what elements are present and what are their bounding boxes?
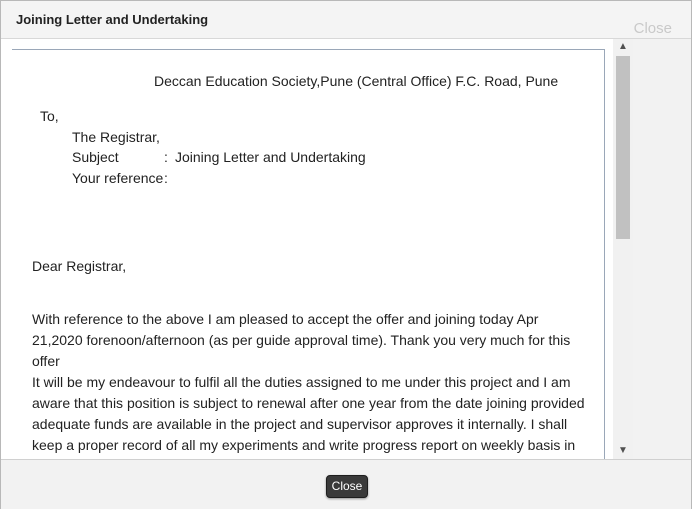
- dialog-title: Joining Letter and Undertaking: [16, 12, 209, 27]
- subject-label: Subject: [72, 149, 119, 165]
- subject-separator: :: [164, 149, 168, 165]
- letter-recipient: The Registrar,: [72, 129, 160, 145]
- chevron-up-icon[interactable]: ▲: [618, 41, 628, 52]
- letter-paragraph: With reference to the above I am pleased to accept the offer and joining today Apr 21,2020 forenoon/afternoon (as per guide approval time). Thank you very much for this offer: [32, 311, 571, 369]
- chevron-down-icon[interactable]: ▼: [618, 445, 628, 456]
- reference-row: [72, 168, 175, 189]
- letter-heading: Deccan Education Society,Pune (Central Office) F.C. Road, Pune: [154, 73, 559, 89]
- letter-to: To,: [40, 108, 59, 124]
- subject-value: Joining Letter and Undertaking: [175, 149, 366, 165]
- letter-paragraph: It will be my endeavour to fulfil all the duties assigned to me under this project and I am aware that this position is subject to renewal after one year from the date joining provided adequate funds are available in the project and supervisor approves it internally. I shall keep a proper record of all my experiments and write progress report on weekly basis in: [32, 374, 585, 453]
- letter-salutation: Dear Registrar,: [32, 258, 127, 274]
- dialog-content: [1, 39, 633, 459]
- close-link[interactable]: Close: [633, 20, 672, 37]
- close-button[interactable]: Close: [326, 475, 368, 498]
- content-scrollbar[interactable]: [613, 39, 633, 459]
- reference-separator: :: [164, 170, 168, 186]
- reference-label: Your reference: [72, 170, 164, 186]
- dialog-footer: [1, 459, 691, 509]
- subject-row: [72, 147, 366, 168]
- letter-document: [12, 49, 605, 470]
- dialog-titlebar: [1, 1, 691, 39]
- letter-body: [32, 309, 592, 470]
- scrollbar-thumb[interactable]: [616, 56, 630, 239]
